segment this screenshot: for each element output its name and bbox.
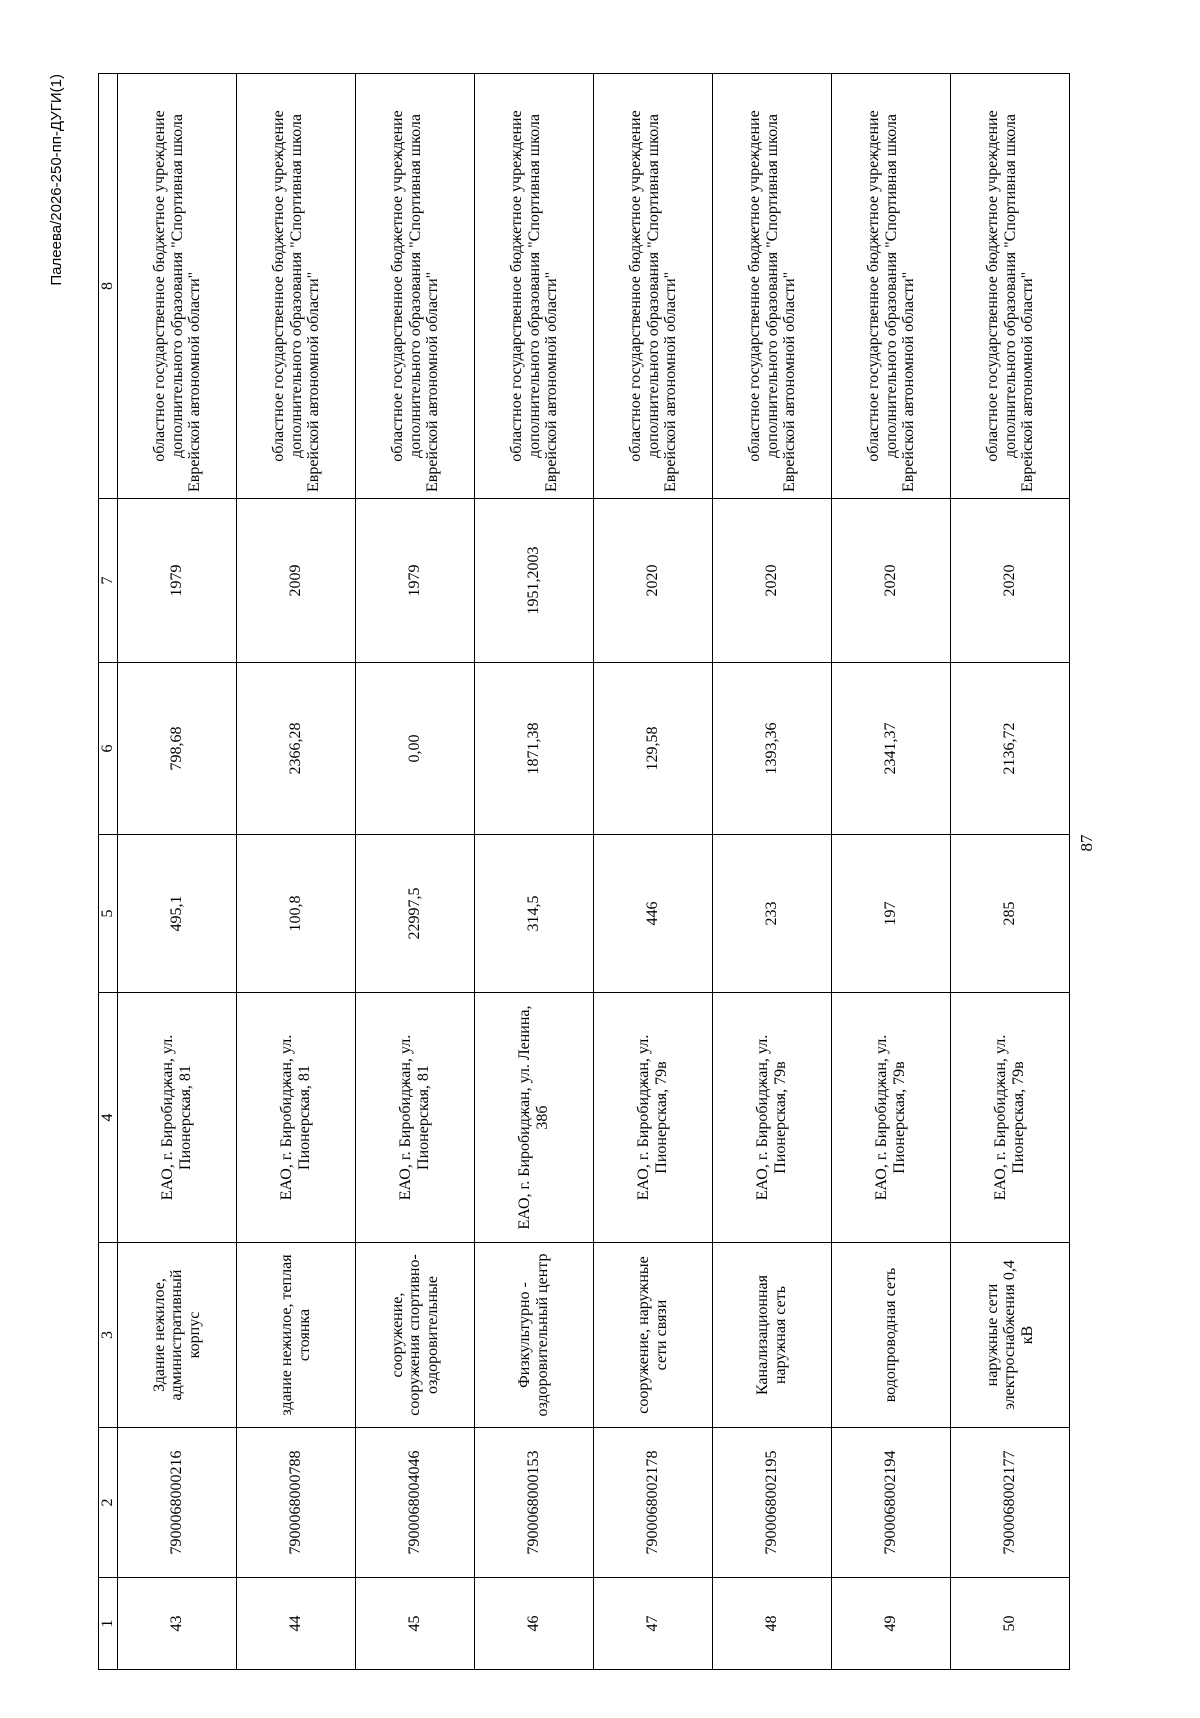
table-row xyxy=(356,74,475,1670)
year-cell-text: 1979 xyxy=(168,564,186,597)
address-cell-text: ЕАО, г. Биробиджан, ул. Ленина, 38б xyxy=(516,1005,551,1230)
area-cell xyxy=(356,835,475,993)
row-number-cell-text: 47 xyxy=(644,1615,662,1632)
table-row xyxy=(237,74,356,1670)
cadastral-number-cell xyxy=(713,1428,832,1578)
value-cell xyxy=(713,663,832,835)
area-cell xyxy=(832,835,951,993)
area-cell xyxy=(713,835,832,993)
value-cell xyxy=(832,663,951,835)
address-cell-text: ЕАО, г. Биробиджан, ул. Пионерская, 81 xyxy=(397,1034,432,1201)
row-number-cell xyxy=(713,1578,832,1670)
year-cell xyxy=(237,499,356,663)
column-number-row xyxy=(99,74,118,1670)
value-cell xyxy=(118,663,237,835)
object-name-cell xyxy=(594,1243,713,1428)
object-name-cell xyxy=(356,1243,475,1428)
owner-cell: областное государственное бюджетное учреждение дополнительного образования "Спортивная школа Еврейской автономной области" xyxy=(951,74,1070,499)
owner-cell: областное государственное бюджетное учреждение дополнительного образования "Спортивная школа Еврейской автономной области" xyxy=(475,74,594,499)
year-cell-text: 2009 xyxy=(287,564,305,597)
cadastral-number-cell-text: 7900068000216 xyxy=(168,1450,186,1555)
area-cell xyxy=(594,835,713,993)
document-footer: Палеева/2026-250-пп-ДУГИ(1) xyxy=(48,74,65,286)
row-number-cell xyxy=(475,1578,594,1670)
row-number-cell-text: 44 xyxy=(287,1615,305,1632)
row-number-cell-text: 50 xyxy=(1001,1615,1019,1632)
column-number: 5 xyxy=(99,835,118,993)
cadastral-number-cell xyxy=(237,1428,356,1578)
object-name-cell xyxy=(237,1243,356,1428)
owner-cell: областное государственное бюджетное учреждение дополнительного образования "Спортивная школа Еврейской автономной области" xyxy=(594,74,713,499)
owner-cell: областное государственное бюджетное учреждение дополнительного образования "Спортивная школа Еврейской автономной области" xyxy=(237,74,356,499)
value-cell-text: 2136,72 xyxy=(1001,722,1019,775)
cadastral-number-cell-text: 7900068004046 xyxy=(406,1450,424,1555)
row-number-cell-text: 48 xyxy=(763,1615,781,1632)
page-number: 87 xyxy=(1077,834,1096,852)
object-name-cell-text: наружные сети электроснабжения 0,4 кВ xyxy=(983,1260,1036,1410)
object-name-cell xyxy=(832,1243,951,1428)
value-cell-text: 1393,36 xyxy=(763,722,781,775)
address-cell xyxy=(594,993,713,1243)
column-number: 4 xyxy=(99,993,118,1243)
year-cell xyxy=(475,499,594,663)
row-number-cell-text: 46 xyxy=(525,1615,543,1632)
row-number-cell xyxy=(594,1578,713,1670)
address-cell-text: ЕАО, г. Биробиджан, ул. Пионерская, 79в xyxy=(635,1034,670,1201)
cadastral-number-cell-text: 7900068002178 xyxy=(644,1450,662,1555)
address-cell xyxy=(832,993,951,1243)
object-name-cell-text: сооружение, сооружения спортивно-оздоровительные xyxy=(388,1254,441,1416)
cadastral-number-cell xyxy=(951,1428,1070,1578)
value-cell-text: 0,00 xyxy=(406,734,424,763)
column-number: 2 xyxy=(99,1428,118,1578)
address-cell-text: ЕАО, г. Биробиджан, ул. Пионерская, 79в xyxy=(992,1034,1027,1201)
value-cell xyxy=(475,663,594,835)
value-cell xyxy=(594,663,713,835)
year-cell-text: 2020 xyxy=(882,564,900,597)
table-row xyxy=(951,74,1070,1670)
value-cell-text: 2341,37 xyxy=(882,722,900,775)
year-cell xyxy=(832,499,951,663)
area-cell-text: 233 xyxy=(763,901,781,926)
table-row xyxy=(713,74,832,1670)
area-cell xyxy=(237,835,356,993)
area-cell xyxy=(118,835,237,993)
cadastral-number-cell xyxy=(832,1428,951,1578)
object-name-cell xyxy=(951,1243,1070,1428)
address-cell xyxy=(118,993,237,1243)
column-number: 7 xyxy=(99,499,118,663)
cadastral-number-cell-text: 7900068002195 xyxy=(763,1450,781,1555)
table-row xyxy=(594,74,713,1670)
address-cell-text: ЕАО, г. Биробиджан, ул. Пионерская, 81 xyxy=(278,1034,313,1201)
owner-cell: областное государственное бюджетное учреждение дополнительного образования "Спортивная школа Еврейской автономной области" xyxy=(118,74,237,499)
cadastral-number-cell-text: 7900068002177 xyxy=(1001,1450,1019,1555)
year-cell-text: 2020 xyxy=(644,564,662,597)
address-cell-text: ЕАО, г. Биробиджан, ул. Пионерская, 79в xyxy=(873,1034,908,1201)
column-number: 6 xyxy=(99,663,118,835)
object-name-cell-text: Здание нежилое, административный корпус xyxy=(150,1269,203,1401)
year-cell-text: 2020 xyxy=(763,564,781,597)
area-cell-text: 285 xyxy=(1001,901,1019,926)
table-row xyxy=(475,74,594,1670)
year-cell-text: 2020 xyxy=(1001,564,1019,597)
area-cell xyxy=(475,835,594,993)
cadastral-number-cell-text: 7900068002194 xyxy=(882,1450,900,1555)
object-name-cell xyxy=(118,1243,237,1428)
column-number: 3 xyxy=(99,1243,118,1428)
address-cell xyxy=(237,993,356,1243)
area-cell-text: 446 xyxy=(644,901,662,926)
value-cell xyxy=(237,663,356,835)
year-cell xyxy=(118,499,237,663)
owner-cell: областное государственное бюджетное учреждение дополнительного образования "Спортивная школа Еврейской автономной области" xyxy=(713,74,832,499)
cadastral-number-cell-text: 7900068000153 xyxy=(525,1450,543,1555)
area-cell-text: 100,8 xyxy=(287,895,305,932)
object-name-cell-text: Физкультурно - оздоровительный центр xyxy=(516,1253,551,1417)
address-cell xyxy=(356,993,475,1243)
row-number-cell-text: 45 xyxy=(406,1615,424,1632)
address-cell-text: ЕАО, г. Биробиджан, ул. Пионерская, 81 xyxy=(159,1034,194,1201)
row-number-cell xyxy=(118,1578,237,1670)
table-row xyxy=(832,74,951,1670)
table-row xyxy=(118,74,237,1670)
value-cell-text: 1871,38 xyxy=(525,722,543,775)
area-cell-text: 314,5 xyxy=(525,895,543,932)
row-number-cell xyxy=(356,1578,475,1670)
row-number-cell-text: 43 xyxy=(168,1615,186,1632)
value-cell-text: 2366,28 xyxy=(287,722,305,775)
object-name-cell xyxy=(713,1243,832,1428)
year-cell xyxy=(356,499,475,663)
value-cell-text: 798,68 xyxy=(168,726,186,771)
value-cell-text: 129,58 xyxy=(644,726,662,771)
address-cell xyxy=(475,993,594,1243)
owner-cell: областное государственное бюджетное учреждение дополнительного образования "Спортивная школа Еврейской автономной области" xyxy=(356,74,475,499)
year-cell xyxy=(951,499,1070,663)
row-number-cell-text: 49 xyxy=(882,1615,900,1632)
year-cell xyxy=(713,499,832,663)
object-name-cell-text: водопроводная сеть xyxy=(882,1267,900,1403)
area-cell-text: 495,1 xyxy=(168,895,186,932)
value-cell xyxy=(951,663,1070,835)
object-name-cell-text: здание нежилое, теплая стоянка xyxy=(278,1254,313,1416)
object-name-cell xyxy=(475,1243,594,1428)
year-cell-text: 1951,2003 xyxy=(525,546,543,615)
property-registry-table xyxy=(98,73,1070,1670)
area-cell-text: 197 xyxy=(882,901,900,926)
address-cell xyxy=(951,993,1070,1243)
row-number-cell xyxy=(832,1578,951,1670)
cadastral-number-cell-text: 7900068000788 xyxy=(287,1450,305,1555)
address-cell xyxy=(713,993,832,1243)
row-number-cell xyxy=(951,1578,1070,1670)
column-number: 1 xyxy=(99,1578,118,1670)
value-cell xyxy=(356,663,475,835)
column-number: 8 xyxy=(99,74,118,499)
cadastral-number-cell xyxy=(475,1428,594,1578)
area-cell xyxy=(951,835,1070,993)
object-name-cell-text: сооружение, наружные сети связи xyxy=(635,1256,670,1414)
owner-cell: областное государственное бюджетное учреждение дополнительного образования "Спортивная школа Еврейской автономной области" xyxy=(832,74,951,499)
document-sheet xyxy=(40,60,1160,1694)
year-cell-text: 1979 xyxy=(406,564,424,597)
cadastral-number-cell xyxy=(356,1428,475,1578)
area-cell-text: 22997,5 xyxy=(406,887,424,940)
object-name-cell-text: Канализационная наружная сеть xyxy=(754,1274,789,1396)
address-cell-text: ЕАО, г. Биробиджан, ул. Пионерская, 79в xyxy=(754,1034,789,1201)
year-cell xyxy=(594,499,713,663)
row-number-cell xyxy=(237,1578,356,1670)
cadastral-number-cell xyxy=(118,1428,237,1578)
cadastral-number-cell xyxy=(594,1428,713,1578)
